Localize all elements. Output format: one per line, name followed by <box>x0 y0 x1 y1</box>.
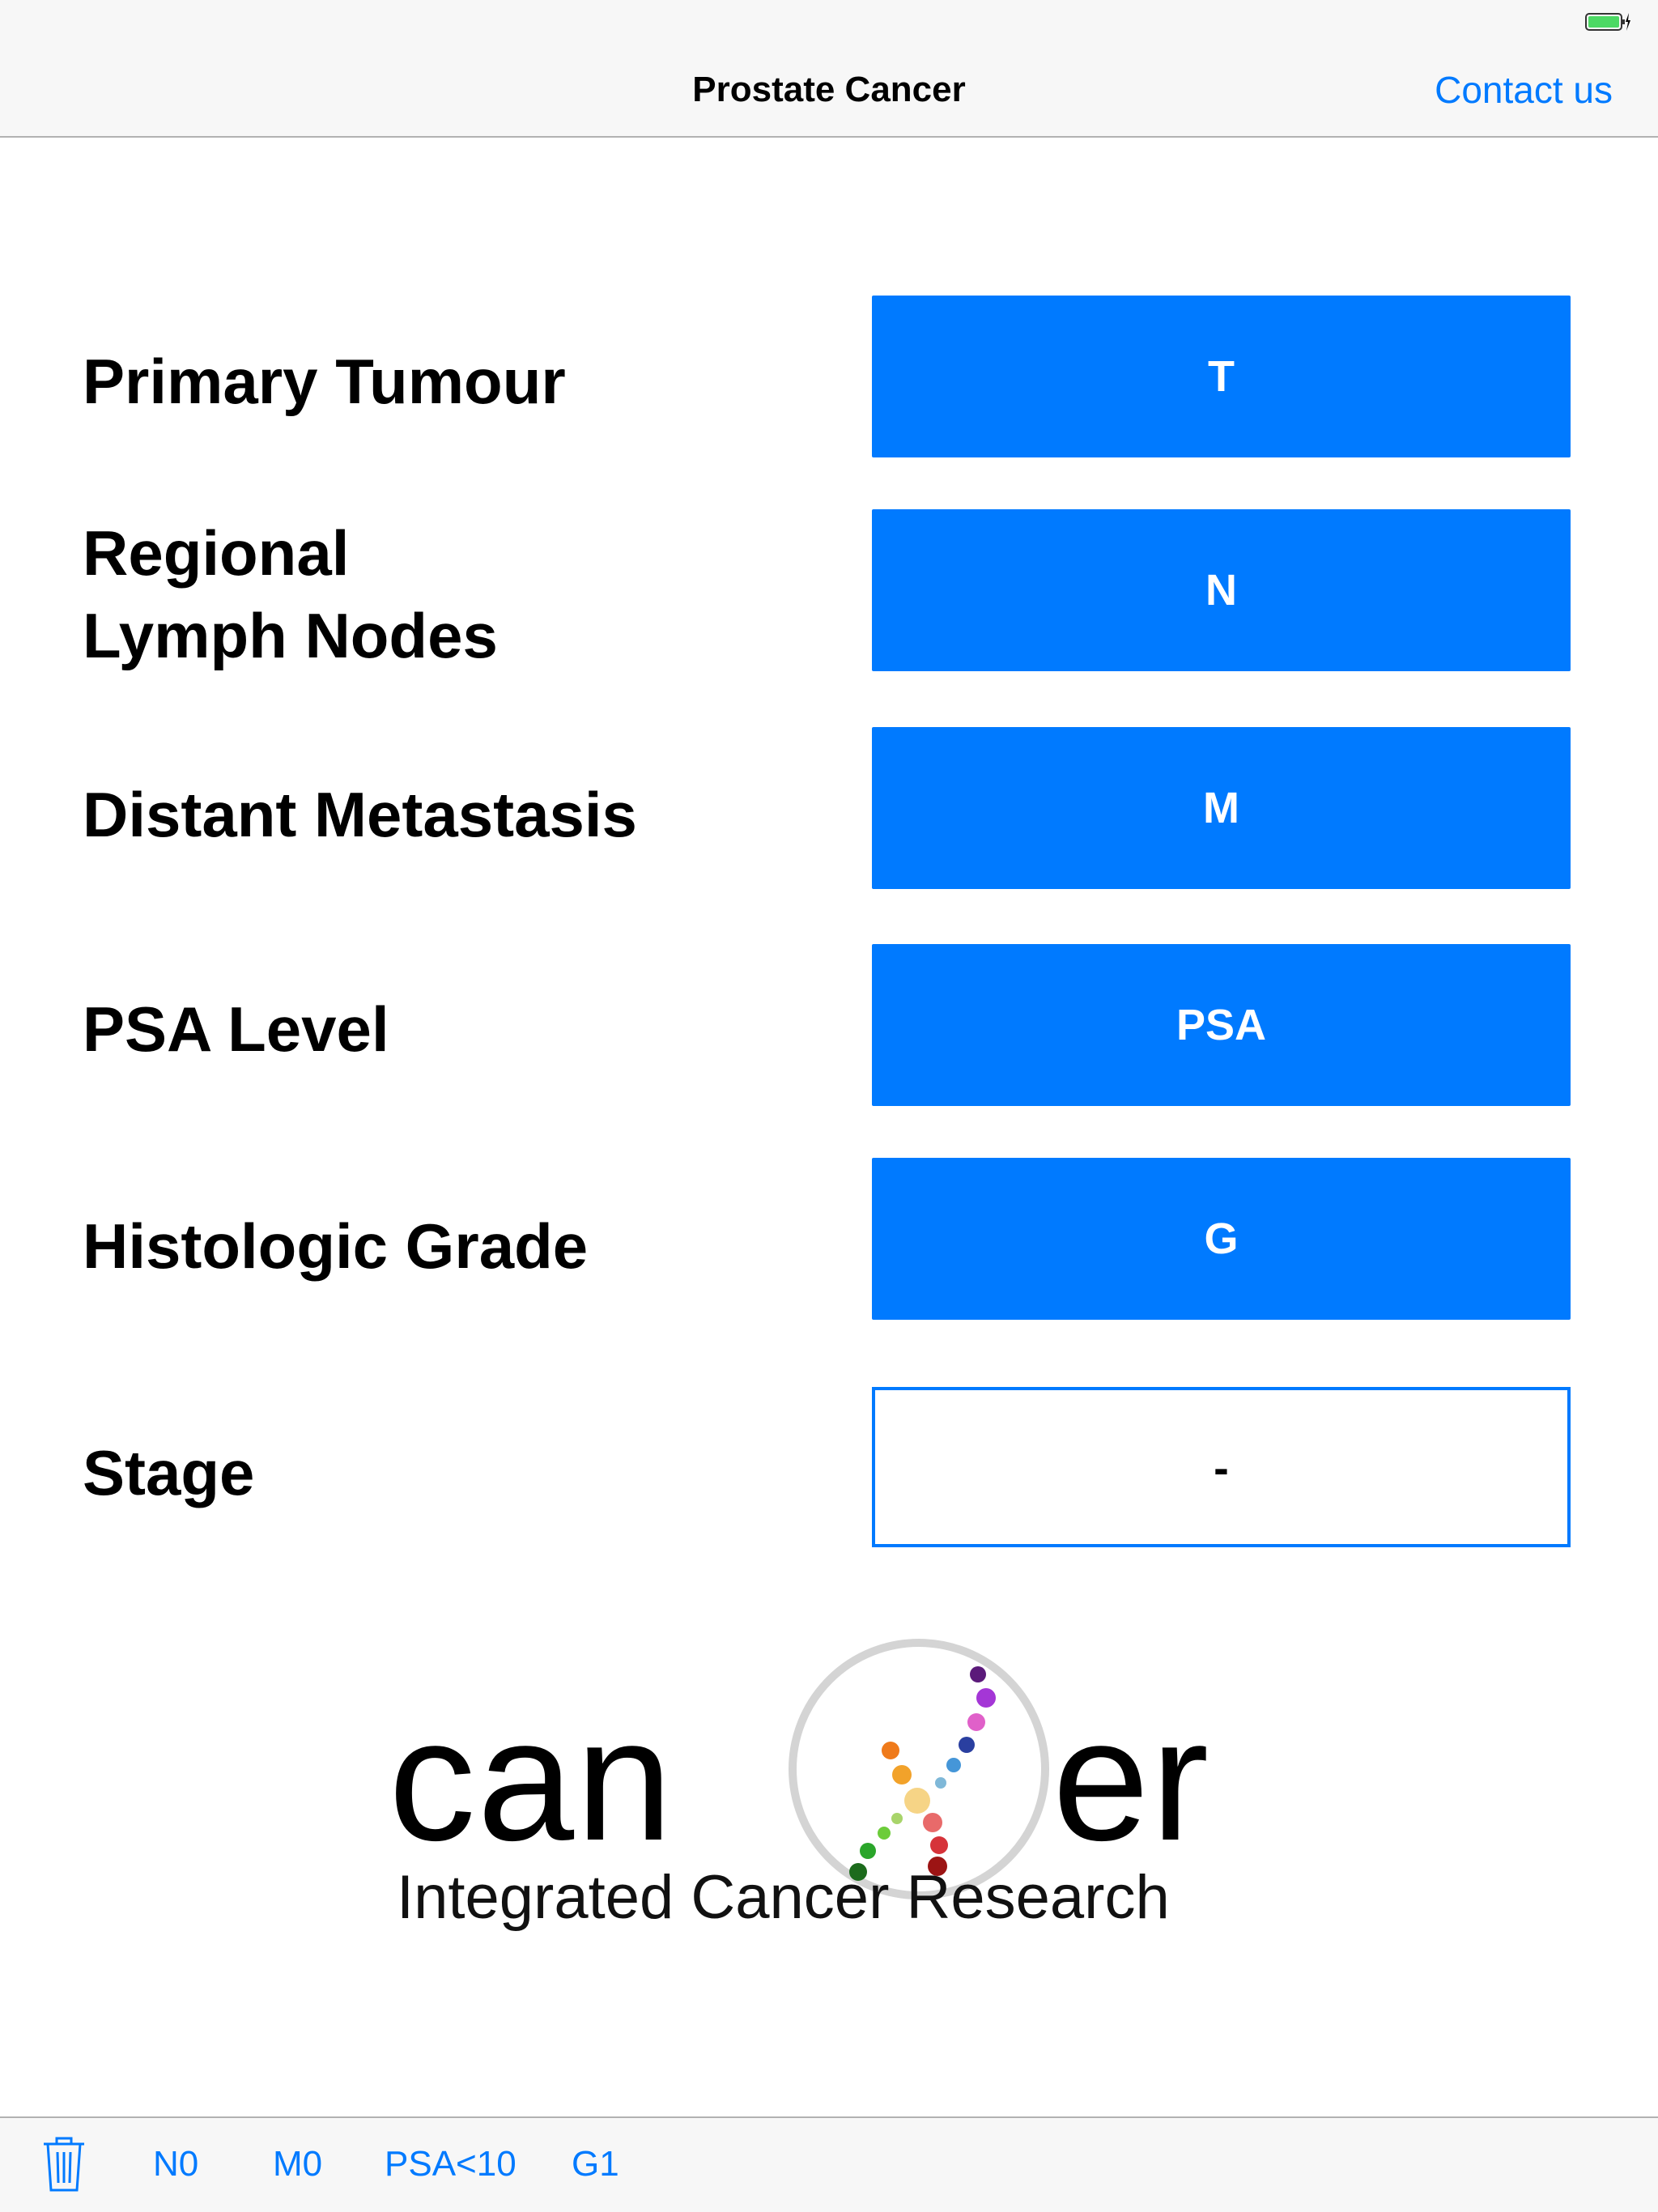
cancer-logo <box>380 1627 1287 1951</box>
n0-selection-item[interactable]: N0 <box>153 2144 199 2184</box>
stage-value: - <box>1214 1441 1229 1493</box>
g-button[interactable]: G <box>872 1158 1571 1320</box>
m-button[interactable]: M <box>872 727 1571 889</box>
stage-label: Stage <box>83 1437 255 1508</box>
stage-value-box <box>872 1387 1571 1547</box>
primary-tumour-label: Primary Tumour <box>83 346 566 417</box>
g1-selection-item[interactable]: G1 <box>572 2144 619 2184</box>
contact-us-button[interactable]: Contact us <box>1435 69 1613 111</box>
page-title: Prostate Cancer <box>692 70 966 109</box>
psa-level-label: PSA Level <box>83 993 389 1065</box>
histologic-grade-label: Histologic Grade <box>83 1210 589 1282</box>
logo-word-left: can <box>389 1682 674 1877</box>
distant-metastasis-label: Distant Metastasis <box>83 779 637 850</box>
bottom-toolbar <box>0 2116 1658 2212</box>
t-button[interactable]: T <box>872 296 1571 457</box>
psa-selection-item[interactable]: PSA<10 <box>385 2144 517 2184</box>
battery-charging-icon <box>1585 11 1630 32</box>
regional-lymph-nodes-label-line2: Lymph Nodes <box>83 600 498 671</box>
psa-button[interactable]: PSA <box>872 944 1571 1106</box>
logo-subtitle: Integrated Cancer Research <box>397 1863 1170 1932</box>
trash-icon[interactable] <box>42 2136 86 2193</box>
status-bar <box>0 0 1658 40</box>
m0-selection-item[interactable]: M0 <box>273 2144 323 2184</box>
logo-word-right: er <box>1052 1682 1211 1877</box>
n-button[interactable]: N <box>872 509 1571 671</box>
regional-lymph-nodes-label <box>83 512 498 677</box>
regional-lymph-nodes-label-line1: Regional <box>83 517 350 589</box>
navigation-bar <box>0 40 1658 138</box>
